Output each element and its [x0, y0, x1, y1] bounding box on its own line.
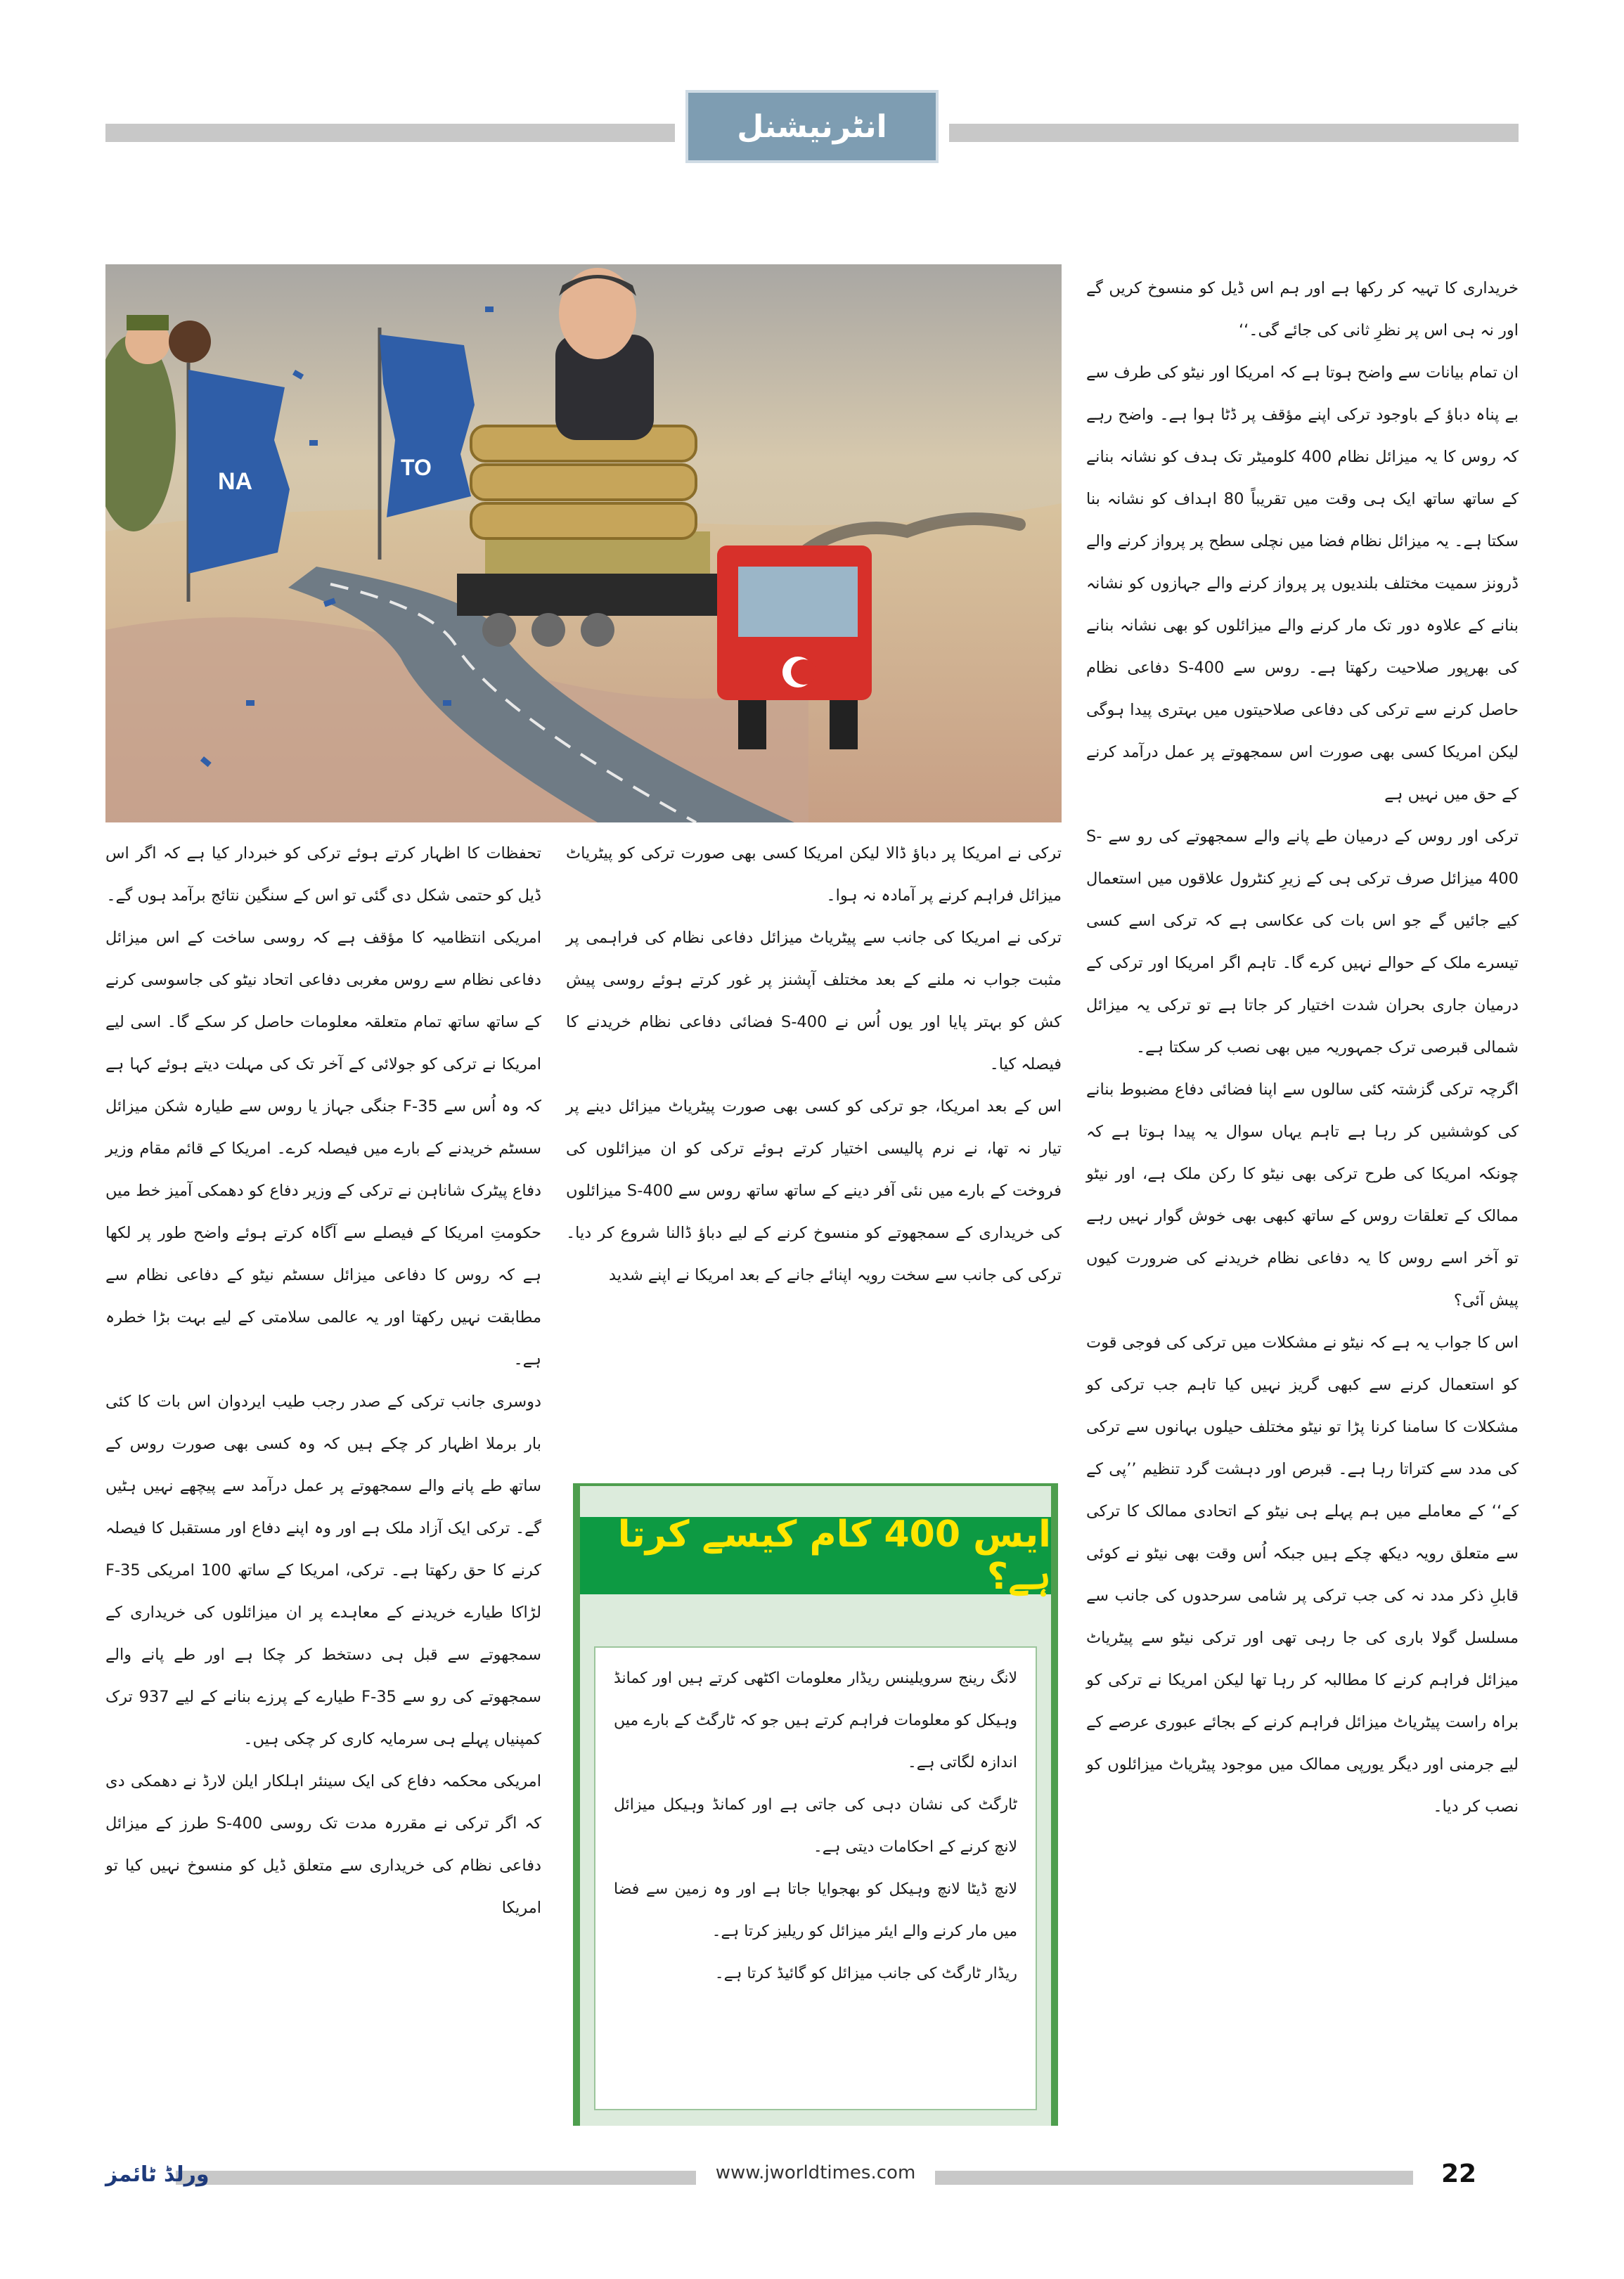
s400-missile-canisters — [471, 426, 696, 538]
sidebar-title-band — [580, 1513, 1051, 1598]
s400-sidebar-box — [573, 1483, 1058, 2126]
paragraph: دوسری جانب ترکی کے صدر رجب طیب ایردوان اس بات کا کئی بار برملا اظہار کر چکے ہیں کہ وہ کسی بھی صورت روس کے ساتھ طے پانے والے سمجھوتے پر عمل درآمد سے پیچھے نہیں ہٹیں گے۔ ترکی ایک آزاد ملک ہے اور وہ اپنے دفاع اور مستقبل کا فیصلہ کرنے کا حق رکھتا ہے۔ ترکی، امریکا کے ساتھ 100 امریکی F-35 لڑاکا طیارے خریدنے کے معاہدے پر ان میزائلوں کی خریداری کے سمجھوتے سے قبل ہی دستخط کر چکا ہے اور طے پانے والے سمجھوتے کی رو سے F-35 طیارے کے پرزے بنانے کے لیے 937 ترک کمپنیاں پہلے ہی سرمایہ کاری کر چکی ہیں۔ — [105, 1393, 541, 1748]
article-column-middle — [566, 832, 1062, 1296]
sidebar-title: ایس 400 کام کیسے کرتا ہے؟ — [617, 1513, 1051, 1598]
paragraph: اس کا جواب یہ ہے کہ نیٹو نے مشکلات میں ترکی کی فوجی قوت کو استعمال کرنے سے کبھی گریز نہیں کیا تاہم جب ترکی کو مشکلات کا سامنا کرنا پڑا تو نیٹو مختلف حیلوں بہانوں سے ترکی کی مدد سے کتراتا رہا ہے۔ قبرص اور دہشت گرد تنظیم ’’پی کے کے‘‘ کے معاملے میں ہم پہلے ہی نیٹو کے اتحادی ممالک کا ترکی سے متعلق رویہ دیکھ چکے ہیں جبکہ اُس وقت بھی نیٹو نے کوئی قابلِ ذکر مدد نہ کی جب ترکی پر شامی سرحدوں کی جانب سے مسلسل گولا باری کی جا رہی تھی اور ترکی نیٹو سے پیٹریاٹ میزائل فراہم کرنے کا مطالبہ کر رہا تھا لیکن امریکا نے ترکی کو براہ راست پیٹریاٹ میزائل فراہم کرنے کے بجائے عبوری عرصے کے لیے جرمنی اور دیگر یورپی ممالک میں موجود پیٹریاٹ میزائلوں کو نصب کر دیا۔ — [1086, 1334, 1519, 1816]
footer-rule-left — [176, 2171, 696, 2185]
paragraph: امریکی انتظامیہ کا مؤقف ہے کہ روسی ساخت کے اس میزائل دفاعی نظام سے روس مغربی دفاعی اتحاد نیٹو کی جاسوسی کرنے کے ساتھ ساتھ تمام متعلقہ معلومات حاصل کر سکے گا۔ اسی لیے امریکا نے ترکی کو جولائی کے آخر تک کی مہلت دیتے ہوئے کہا ہے کہ وہ اُس سے F-35 جنگی جہاز یا روس سے طیارہ شکن میزائل سسٹم خریدنے کے بارے میں فیصلہ کرے۔ امریکا کے قائم مقام وزیر دفاع پیٹرک شاناہن نے ترکی کے وزیر دفاع کو دھمکی آمیز خط میں حکومتِ امریکا کے فیصلے سے آگاہ کرتے ہوئے واضح طور پر لکھا ہے کہ روس کا دفاعی میزائل سسٹم نیٹو کے دفاعی نظام سے مطابقت نہیں رکھتا اور یہ عالمی سلامتی کے لیے بہت بڑا خطرہ ہے۔ — [105, 929, 541, 1369]
paragraph: ترکی نے امریکا کی جانب سے پیٹریاٹ میزائل دفاعی نظام کی فراہمی پر مثبت جواب نہ ملنے کے بعد مختلف آپشنز پر غور کرتے ہوئے روسی پیش کش کو بہتر پایا اور یوں اُس نے S-400 فضائی دفاعی نظام خریدنے کا فیصلہ کیا۔ — [566, 929, 1062, 1073]
sidebar-item: لانگ رینج سرویلینس ریڈار معلومات اکٹھی کرتے ہیں اور کمانڈ وہیکل کو معلومات فراہم کرتے ہیں جو کہ ٹارگٹ کے بارے میں اندازہ لگاتی ہے۔ — [614, 1670, 1017, 1771]
header-rule-right — [949, 124, 1519, 142]
sidebar-item: ٹارگٹ کی نشان دہی کی جاتی ہے اور کمانڈ وہیکل میزائل لانچ کرنے کے احکامات دیتی ہے۔ — [614, 1796, 1017, 1856]
footer-url[interactable]: www.jworldtimes.com — [715, 2162, 916, 2183]
cartoon-illustration — [105, 264, 1062, 822]
paragraph: ترکی نے امریکا پر دباؤ ڈالا لیکن امریکا کسی بھی صورت ترکی کو پیٹریاٹ میزائل فراہم کرنے پر آمادہ نہ ہوا۔ — [566, 844, 1062, 905]
section-header — [685, 90, 939, 163]
cartoon-svg — [105, 264, 1062, 822]
flag-right-text: TO — [401, 455, 432, 480]
footer-brand: ورلڈ ٹائمز — [105, 2162, 210, 2187]
header-rule-left — [105, 124, 675, 142]
paragraph: اس کے بعد امریکا، جو ترکی کو کسی بھی صورت پیٹریاٹ میزائل دینے پر تیار نہ تھا، نے نرم پالیسی اختیار کرتے ہوئے ترکی کو ان میزائلوں کی فروخت کے بارے میں نئی آفر دینے کے ساتھ ساتھ روس سے S-400 میزائلوں کی خریداری کے سمجھوتے کو منسوخ کرنے کے لیے دباؤ ڈالنا شروع کر دیا۔ ترکی کی جانب سے سخت رویہ اپنائے جانے کے بعد امریکا نے اپنے شدید — [566, 1097, 1062, 1284]
trailer-wheels — [482, 613, 614, 647]
article-column-left — [105, 832, 541, 1929]
sidebar-content — [594, 1646, 1037, 2110]
page-number: 22 — [1441, 2159, 1477, 2188]
sidebar-item: لانچ ڈیٹا لانچ وہیکل کو بھجوایا جاتا ہے اور وہ زمین سے فضا میں مار کرنے والے ایئر میزائل کو ریلیز کرتا ہے۔ — [614, 1880, 1017, 1940]
paragraph: تحفظات کا اظہار کرتے ہوئے ترکی کو خبردار کیا ہے کہ اگر اس ڈیل کو حتمی شکل دی گئی تو اس کے سنگین نتائج برآمد ہوں گے۔ — [105, 844, 541, 905]
sidebar-item: ریڈار ٹارگٹ کی جانب میزائل کو گائیڈ کرتا ہے۔ — [714, 1965, 1017, 1982]
paragraph: امریکی محکمہ دفاع کی ایک سینئر اہلکار ایلن لارڈ نے دھمکی دی کہ اگر ترکی نے مقررہ مدت تک روسی S-400 طرز کے میزائل دفاعی نظام کی خریداری سے متعلق ڈیل کو منسوخ نہیں کیا تو امریکا — [105, 1772, 541, 1917]
paragraph: ترکی اور روس کے درمیان طے پانے والے سمجھوتے کی رو سے S-400 میزائل صرف ترکی ہی کے زیرِ کنٹرول علاقوں میں استعمال کیے جائیں گے جو اس بات کی عکاسی ہے کہ ترکی اسے کسی تیسرے ملک کے حوالے نہیں کرے گا۔ تاہم اگر امریکا اور ترکی کے درمیان جاری بحران شدت اختیار کر جاتا ہے تو ترکی یہ میزائل شمالی قبرصی ترک جمہوریہ میں بھی نصب کر سکتا ہے۔ — [1086, 827, 1519, 1057]
flag-left-text: NA — [218, 468, 253, 495]
article-column-right — [1086, 267, 1519, 1828]
paragraph: اگرچہ ترکی گزشتہ کئی سالوں سے اپنا فضائی دفاع مضبوط بنانے کی کوششیں کر رہا ہے تاہم یہاں سوال یہ پیدا ہوتا ہے کہ چونکہ امریکا کی طرح ترکی بھی نیٹو کا رکن ملک ہے، اور نیٹو ممالک کے تعلقات روس کے ساتھ کبھی بھی خوش گوار نہیں رہے تو آخر اسے روس کا یہ دفاعی نظام خریدنے کی ضرورت کیوں پیش آئی؟ — [1086, 1080, 1519, 1310]
section-title: انٹرنیشنل — [737, 108, 887, 145]
nato-flag-right — [380, 335, 475, 517]
paragraph: ان تمام بیانات سے واضح ہوتا ہے کہ امریکا اور نیٹو کی طرف سے بے پناہ دباؤ کے باوجود ترکی اپنے مؤقف پر ڈٹا ہوا ہے۔ واضح رہے کہ روس کا یہ میزائل نظام 400 کلومیٹر تک ہدف کو نشانہ بنانے کے ساتھ ساتھ ایک ہی وقت میں تقریباً 80 اہداف کو نشانہ بنا سکتا ہے۔ یہ میزائل نظام فضا میں نچلی سطح پر پرواز کرنے والے ڈرونز سمیت مختلف بلندیوں پر پرواز کرنے والے جہازوں کو نشانہ بنانے کے علاوہ دور تک مار کرنے والے میزائلوں کو بھی نشانہ بنانے کی بھرپور صلاحیت رکھتا ہے۔ روس سے S-400 دفاعی نظام حاصل کرنے سے ترکی کی دفاعی صلاحیتوں میں بہتری پیدا ہوگی لیکن امریکا کسی بھی صورت اس سمجھوتے پر عمل درآمد کرنے کے حق میں نہیں ہے — [1086, 363, 1519, 803]
footer-rule-right — [935, 2171, 1413, 2185]
paragraph: خریداری کا تہیہ کر رکھا ہے اور ہم اس ڈیل کو منسوخ کریں گے اور نہ ہی اس پر نظرِ ثانی کی جائے گی۔‘‘ — [1086, 279, 1519, 340]
